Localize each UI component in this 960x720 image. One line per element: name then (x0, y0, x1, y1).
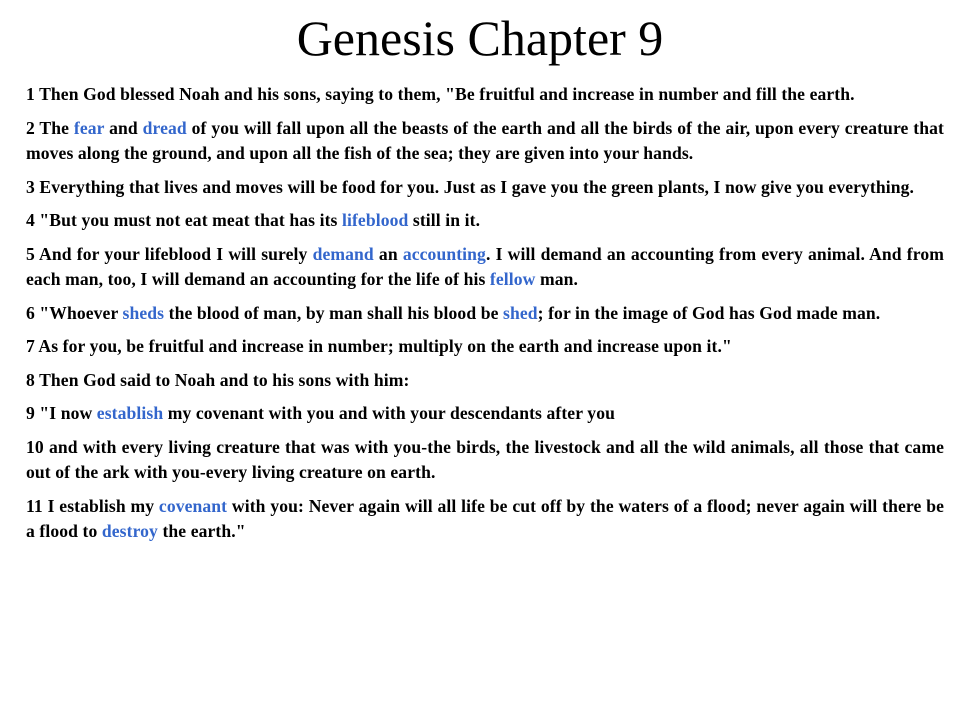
highlighted-word: covenant (158, 495, 228, 516)
verse-text: and (104, 117, 143, 138)
verse-text: my covenant with you and with your descendants after you (163, 403, 615, 423)
highlighted-word: dread (142, 117, 187, 138)
verse-paragraph (26, 116, 944, 167)
highlighted-word: fear (73, 117, 105, 138)
highlighted-word: fellow (489, 269, 536, 289)
verse-paragraph (26, 334, 944, 360)
verse-text: 9 "I now (26, 403, 97, 423)
verse-text: an (373, 243, 403, 264)
verse-text: 1 Then God blessed Noah and his sons, saying to them, "Be fruitful and increase in number and fill the earth. (26, 84, 855, 104)
verse-text: of you will fall upon all the beasts of the earth and all the birds of the air, upon every creature that moves along the ground, and upon all the fish of the sea; they are given into your hands. (26, 117, 944, 163)
verse-text: with you: Never again will all life be cut off by the waters of a flood; never again will there be a flood to (26, 495, 944, 541)
verse-text: still in it. (408, 210, 481, 230)
highlighted-word: shed (503, 302, 538, 323)
verse-paragraph (26, 494, 944, 545)
verse-paragraph (26, 82, 944, 108)
verse-text: 8 Then God said to Noah and to his sons with him: (26, 369, 410, 390)
verse-text: ; for in the image of God has God made man. (537, 302, 881, 323)
verse-paragraph (26, 208, 944, 234)
highlighted-word: destroy (101, 521, 158, 541)
verse-paragraph (26, 175, 944, 201)
verse-text: 6 "Whoever (26, 302, 123, 323)
verse-text: the blood of man, by man shall his blood be (164, 302, 503, 323)
highlighted-word: lifeblood (342, 210, 409, 230)
verse-text: 11 I establish my (26, 495, 159, 516)
verse-paragraph (26, 401, 944, 427)
verse-text: man. (535, 269, 579, 289)
page-title: Genesis Chapter 9 (296, 10, 664, 66)
verse-text: . I will demand an accounting from every animal. And from each man, too, I will demand an accounting for the life of his (26, 243, 945, 289)
verse-text: the earth." (157, 521, 246, 541)
verse-text: 7 As for you, be fruitful and increase in number; multiply on the earth and increase upon it." (26, 336, 732, 356)
verse-list (26, 82, 944, 553)
verse-text: 5 And for your lifeblood I will surely (26, 243, 313, 264)
verse-text: 3 Everything that lives and moves will be food for you. Just as I gave you the green plants, I now give you everything. (26, 176, 915, 197)
verse-paragraph (26, 435, 944, 486)
highlighted-word: establish (96, 403, 164, 423)
verse-text: 4 "But you must not eat meat that has its (26, 210, 342, 230)
verse-paragraph (26, 242, 944, 293)
highlighted-word: demand (312, 243, 374, 264)
highlighted-word: accounting (402, 243, 486, 264)
verse-text: 2 The (26, 117, 74, 138)
verse-paragraph (26, 301, 944, 327)
highlighted-word: sheds (122, 302, 165, 323)
verse-paragraph (26, 368, 944, 394)
verse-text: 10 and with every living creature that was with you-the birds, the livestock and all the wild animals, all those that came out of the ark with you-every living creature on earth. (26, 436, 944, 482)
